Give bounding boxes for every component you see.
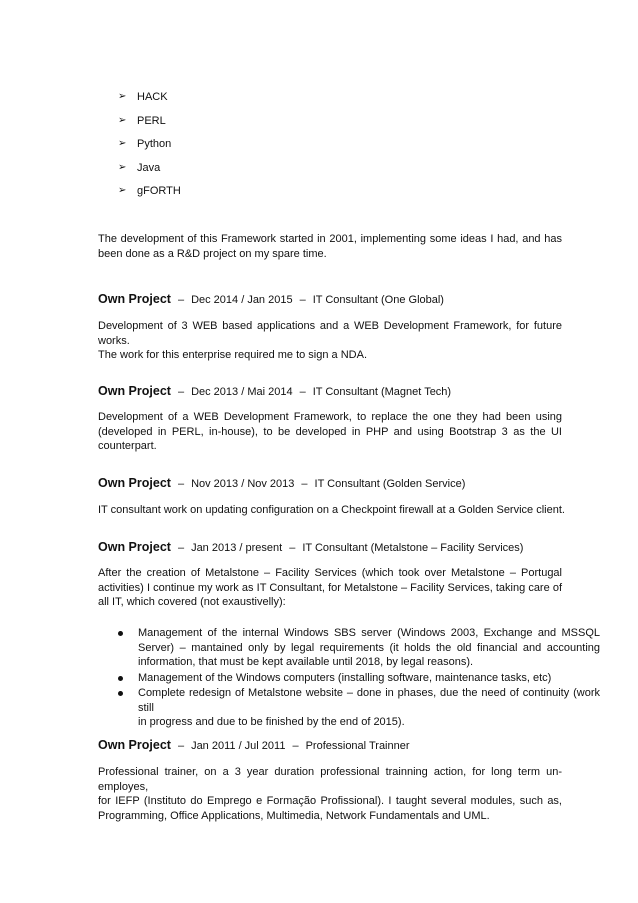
project-dates: Dec 2013 / Mai 2014 (191, 386, 293, 398)
list-item (116, 626, 600, 670)
dash: – (177, 386, 185, 398)
language-label: HACK (137, 91, 168, 103)
paragraph-line: The work for this enterprise required me to sign a NDA. (98, 349, 368, 361)
project-dates: Jan 2011 / Jul 2011 (191, 740, 286, 752)
list-line: Management of the internal Windows SBS server (Windows 2003, Exchange and MSSQL (138, 627, 600, 639)
paragraph-line: Programming, Office Applications, Multimedia, Network Fundamentals and UML. (98, 809, 490, 822)
project-role: Professional Trainner (305, 740, 410, 752)
paragraph-line: counterpart. (98, 440, 157, 452)
list-item (116, 686, 600, 730)
dash: – (177, 294, 185, 306)
arrow-bullet-icon: ➢ (118, 91, 127, 102)
arrow-bullet-icon: ➢ (118, 114, 127, 126)
dash: – (177, 740, 185, 752)
project-title: Own Project (98, 540, 171, 554)
paragraph-line: works. (98, 334, 130, 347)
project-role: IT Consultant (Metalstone – Facility Services) (302, 542, 524, 554)
paragraph-line: After the creation of Metalstone – Facility Services (which took over Metalstone – Portugal (98, 567, 562, 579)
list-line: Complete redesign of Metalstone website – done in phases, due the need of continuity (work still (138, 687, 600, 714)
bullet-dot-icon (118, 631, 123, 636)
language-label: Python (137, 138, 172, 150)
paragraph-line: The development of this Framework started in 2001, implementing some ideas I had, and has (98, 233, 562, 245)
language-label: gFORTH (137, 185, 181, 197)
responsibilities-list (116, 626, 600, 734)
paragraph-line: Development of a WEB Development Framework, to replace the one they had been using (98, 411, 562, 423)
language-label: PERL (137, 114, 166, 127)
project-description (98, 503, 568, 518)
project-description (98, 410, 562, 454)
project-role: IT Consultant (One Global) (312, 294, 444, 306)
arrow-bullet-icon: ➢ (118, 185, 127, 196)
project-title: Own Project (98, 738, 171, 752)
project-description (98, 566, 562, 610)
paragraph-line: activities) I continue my work as IT Consultant, for Metalstone – Facility Services, taking care of (98, 581, 562, 594)
arrow-bullet-icon: ➢ (118, 161, 127, 173)
project-title: Own Project (98, 384, 171, 398)
language-label: Java (137, 161, 161, 174)
dash: – (289, 542, 296, 554)
project-description (98, 765, 562, 823)
paragraph-line: all IT, which covered (not exaustivelly): (98, 596, 286, 608)
paragraph-line: IT consultant work on updating configuration on a Checkpoint firewall at a Golden Service client. (98, 504, 565, 516)
project-title: Own Project (98, 476, 171, 490)
project-dates: Nov 2013 / Nov 2013 (191, 478, 295, 490)
list-line: in progress and due to be finished by the end of 2015). (138, 716, 405, 728)
project-role: IT Consultant (Magnet Tech) (312, 386, 452, 398)
project-dates: Dec 2014 / Jan 2015 (191, 294, 293, 306)
bullet-dot-icon (118, 691, 123, 696)
dash: – (177, 542, 185, 554)
dash: – (299, 386, 306, 398)
dash: – (177, 478, 185, 490)
list-item (116, 671, 600, 686)
project-title: Own Project (98, 292, 171, 306)
list-line: information, that must be kept available until 2018, by legal reasons). (138, 656, 474, 668)
project-role: IT Consultant (Golden Service) (314, 478, 466, 490)
dash: – (292, 740, 299, 752)
list-line: Server) – mantained only by legal requirements (it holds the old financial and accounting (138, 641, 600, 654)
project-heading (98, 540, 523, 555)
paragraph-line: Professional trainer, on a 3 year duration professional trainning action, for long term un-employes, (98, 766, 562, 793)
arrow-bullet-icon: ➢ (118, 138, 127, 149)
project-dates: Jan 2013 / present (191, 542, 283, 554)
dash: – (299, 294, 306, 306)
project-heading (98, 384, 451, 399)
paragraph-line: (developed in PERL, in-house), to be developed in PHP and using Bootstrap 3 as the UI (98, 425, 562, 438)
paragraph-line: for IEFP (Instituto do Emprego e Formação Profissional). I taught several modules, such as, (98, 795, 562, 807)
project-heading (98, 476, 465, 491)
paragraph-line: been done as a R&D project on my spare time. (98, 247, 327, 260)
dash: – (301, 478, 308, 490)
list-line: Management of the Windows computers (installing software, maintenance tasks, etc) (138, 671, 552, 684)
bullet-dot-icon (118, 676, 123, 681)
project-heading (98, 292, 444, 307)
project-description (98, 319, 562, 363)
framework-paragraph (98, 232, 562, 261)
paragraph-line: Development of 3 WEB based applications and a WEB Development Framework, for future (98, 320, 562, 332)
project-heading (98, 738, 410, 753)
